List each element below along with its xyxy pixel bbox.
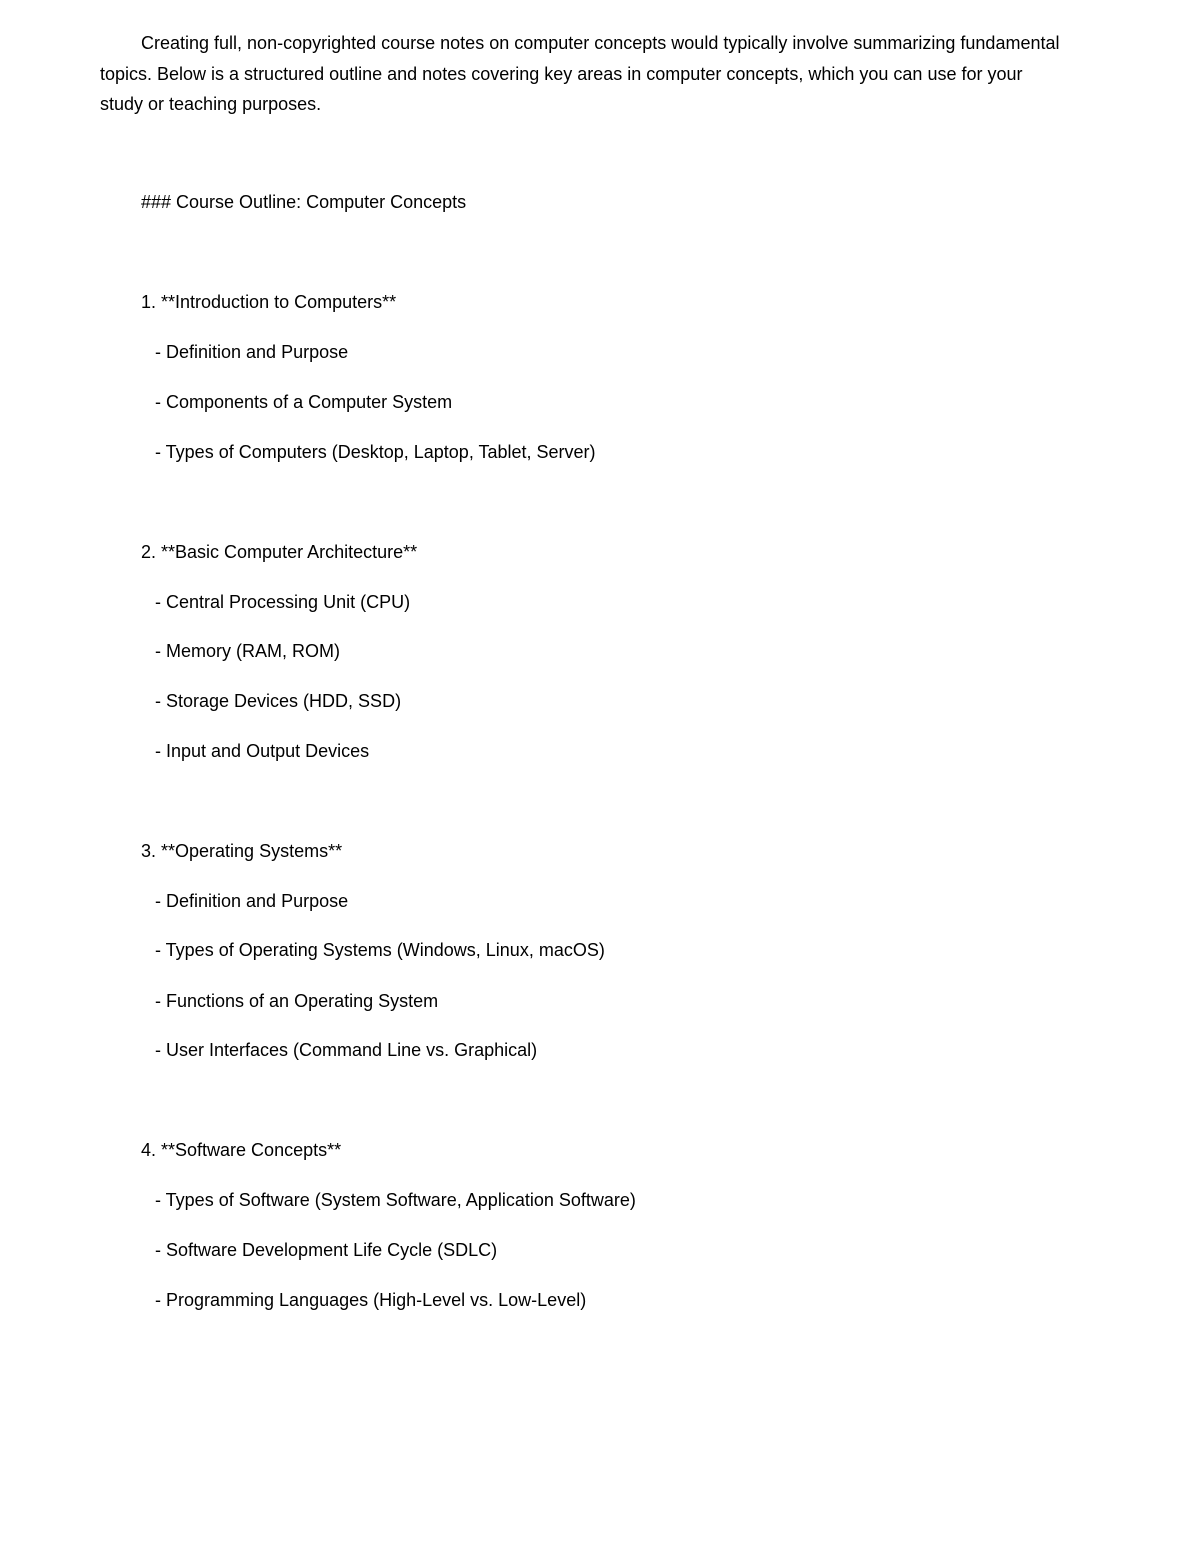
intro-paragraph bbox=[100, 28, 1060, 120]
list-item: - Central Processing Unit (CPU) bbox=[155, 592, 411, 612]
list-item: - Types of Software (System Software, Application Software) bbox=[155, 1190, 636, 1210]
list-item: - Components of a Computer System bbox=[155, 392, 453, 412]
list-item: - Software Development Life Cycle (SDLC) bbox=[155, 1240, 498, 1260]
list-item: - Types of Computers (Desktop, Laptop, Tablet, Server) bbox=[155, 442, 596, 462]
list-item: - Memory (RAM, ROM) bbox=[155, 641, 340, 661]
section-title-architecture: 2. **Basic Computer Architecture** bbox=[141, 542, 418, 562]
list-item: - Input and Output Devices bbox=[155, 741, 370, 761]
list-item: - Definition and Purpose bbox=[155, 342, 349, 362]
section-title-introduction: 1. **Introduction to Computers** bbox=[141, 292, 397, 312]
list-item: - Programming Languages (High-Level vs. Low-Level) bbox=[155, 1290, 587, 1310]
section-title-software: 4. **Software Concepts** bbox=[141, 1140, 342, 1160]
list-item: - Types of Operating Systems (Windows, Linux, macOS) bbox=[155, 940, 605, 960]
list-item: - User Interfaces (Command Line vs. Graphical) bbox=[155, 1040, 538, 1060]
list-item: - Functions of an Operating System bbox=[155, 991, 439, 1011]
intro-text: Creating full, non-copyrighted course notes on computer concepts would typically involve summarizing fundamental topics. Below is a structured outline and notes covering key areas in computer concepts, which you can use for your study or teaching purposes. bbox=[100, 33, 1060, 114]
outline-heading: ### Course Outline: Computer Concepts bbox=[141, 192, 467, 212]
list-item: - Definition and Purpose bbox=[155, 891, 349, 911]
list-item: - Storage Devices (HDD, SSD) bbox=[155, 691, 402, 711]
section-title-operating-systems: 3. **Operating Systems** bbox=[141, 841, 343, 861]
